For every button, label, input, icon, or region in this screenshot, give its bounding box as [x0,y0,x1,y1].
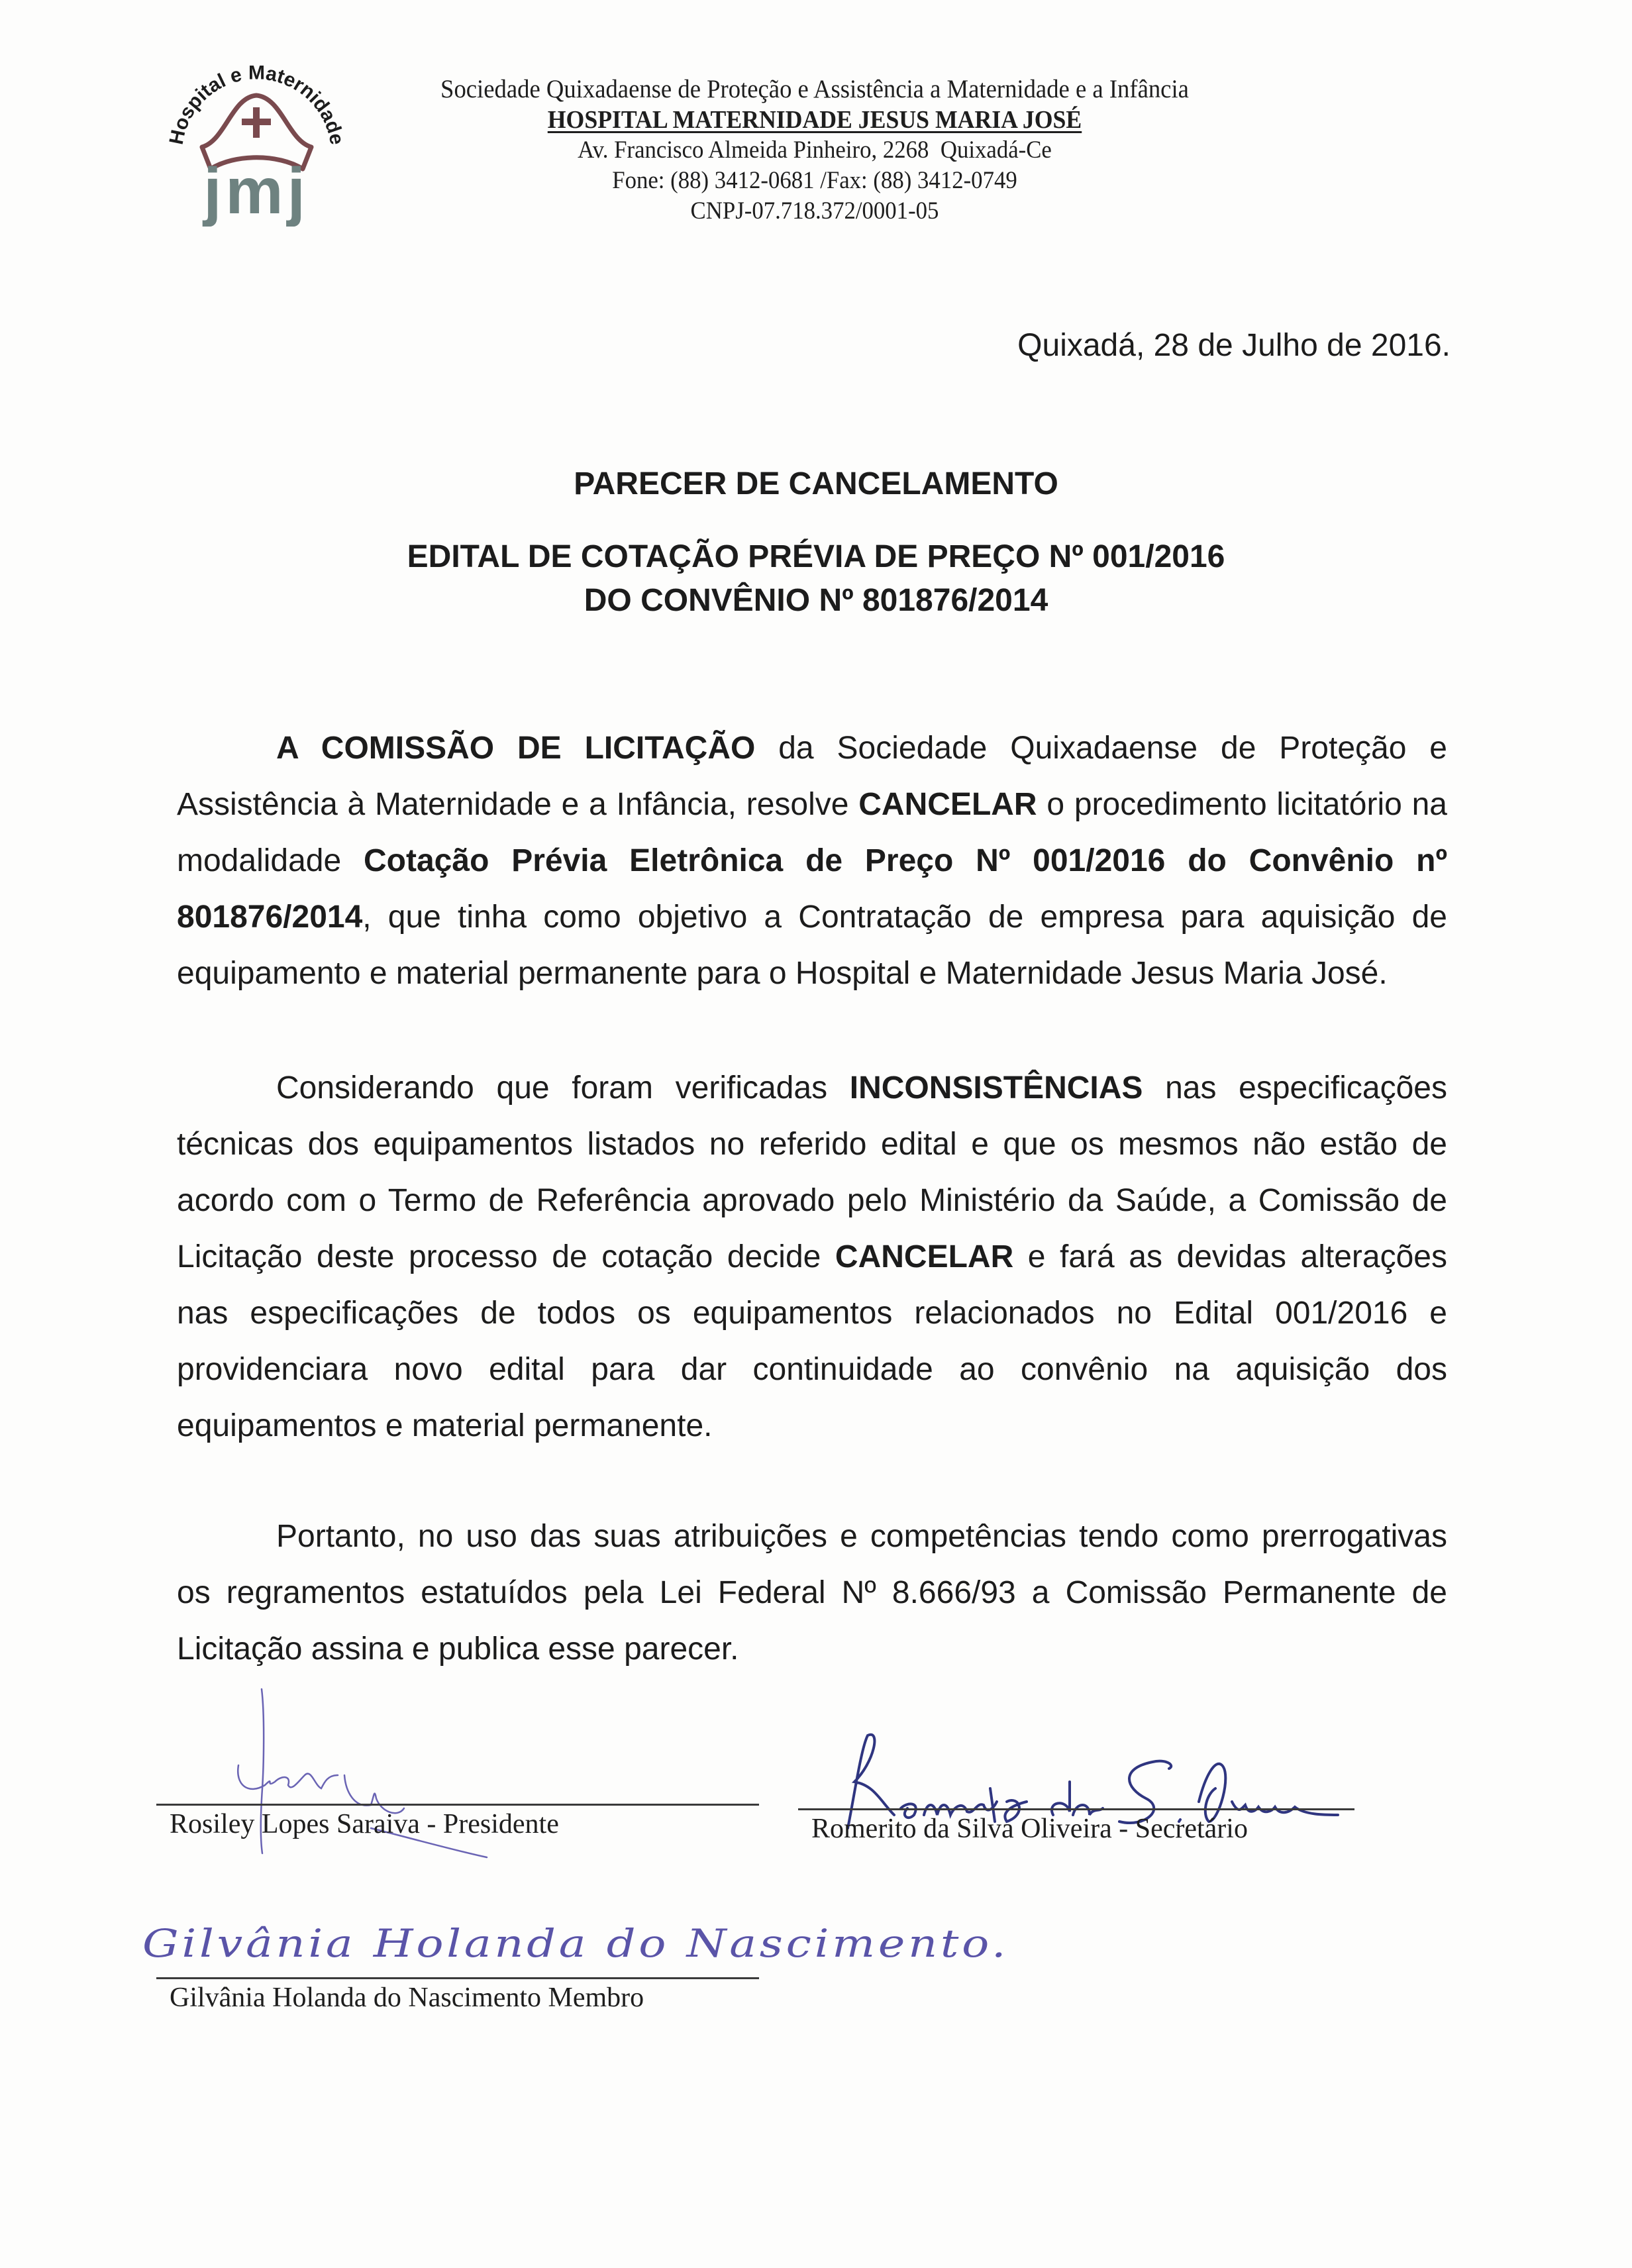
hospital-logo [162,61,351,227]
text-span: Considerando que foram verificadas [276,1070,850,1106]
nurse-cap-cross-icon [162,61,351,227]
letterhead [371,74,1258,227]
subtitle-line-2: DO CONVÊNIO Nº 801876/2014 [584,583,1048,618]
logo-arc-text: Hospital e Maternidade [165,62,348,147]
signature-gilvania-handwritten: Gilvânia Holanda do Nascimento. [142,1921,1009,1966]
signature-line-president [156,1804,759,1806]
paragraph-conclusion [177,1508,1447,1677]
signature-line-secretary [798,1808,1354,1810]
signature-label-secretary: Romerito da Silva Oliveira - Secretário [811,1814,1248,1844]
commission-name: A COMISSÃO DE LICITAÇÃO [276,731,756,766]
cancel-keyword: CANCELAR [858,787,1037,822]
text-span: da Sociedade Quixadaense de Proteção e Assistência à Maternidade e a Infância, resolve [177,731,1448,822]
signature-label-member: Gilvânia Holanda do Nascimento Membro [170,1983,644,2013]
cancel-keyword: CANCELAR [835,1239,1014,1274]
organization-name: Sociedade Quixadaense de Proteção e Assistência a Maternidade e a Infância [440,75,1189,103]
signature-label-president: Rosiley Lopes Saraiva - Presidente [170,1809,559,1839]
paragraph-resolution [177,720,1447,1002]
address: Av. Francisco Almeida Pinheiro, 2268 Quixadá-Ce [578,136,1052,164]
text-span: o procedimento licitatório na modalidade [177,787,1447,878]
phone-fax: Fone: (88) 3412-0681 /Fax: (88) 3412-0749 [612,167,1017,194]
signature-line-member [156,1977,759,1979]
document-subtitle [0,535,1632,623]
text-span: , que tinha como objetivo a Contratação de empresa para aquisição de equipamento e material permanente para o Hospital e Maternidade Jesus Maria José. [177,900,1447,991]
text-span: Portanto, no uso das suas atribuições e competências tendo como prerrogativas os regramentos estatuídos pela Lei Federal Nº 8.666/93 a Comissão Permanente de Licitação assina e publica esse parecer. [177,1519,1447,1667]
cnpj: CNPJ-07.718.372/0001-05 [690,197,939,225]
paragraph-considerations [177,1060,1447,1454]
hospital-name: HOSPITAL MATERNIDADE JESUS MARIA JOSÉ [547,106,1082,134]
logo-monogram: jmj [203,154,309,227]
text-span: nas especificações técnicas dos equipamentos listados no referido edital e que os mesmos não estão de acordo com o Termo de Referência aprovado pelo Ministério da Saúde, a Comissão de Licitação deste processo de cotação decide [177,1070,1447,1274]
document-title: PARECER DE CANCELAMENTO [574,466,1058,501]
procedure-reference: Cotação Prévia Eletrônica de Preço Nº 001/2016 do Convênio nº 801876/2014 [177,843,1448,935]
date-line: Quixadá, 28 de Julho de 2016. [1017,328,1451,363]
inconsistencies-keyword: INCONSISTÊNCIAS [849,1070,1143,1106]
text-span: e fará as devidas alterações nas especificações de todos os equipamentos relacionados no Edital 001/2016 e providenciara novo edital para dar continuidade ao convênio na aquisição dos equipamentos e material permanente. [177,1239,1448,1443]
subtitle-line-1: EDITAL DE COTAÇÃO PRÉVIA DE PREÇO Nº 001/2016 [407,539,1225,574]
